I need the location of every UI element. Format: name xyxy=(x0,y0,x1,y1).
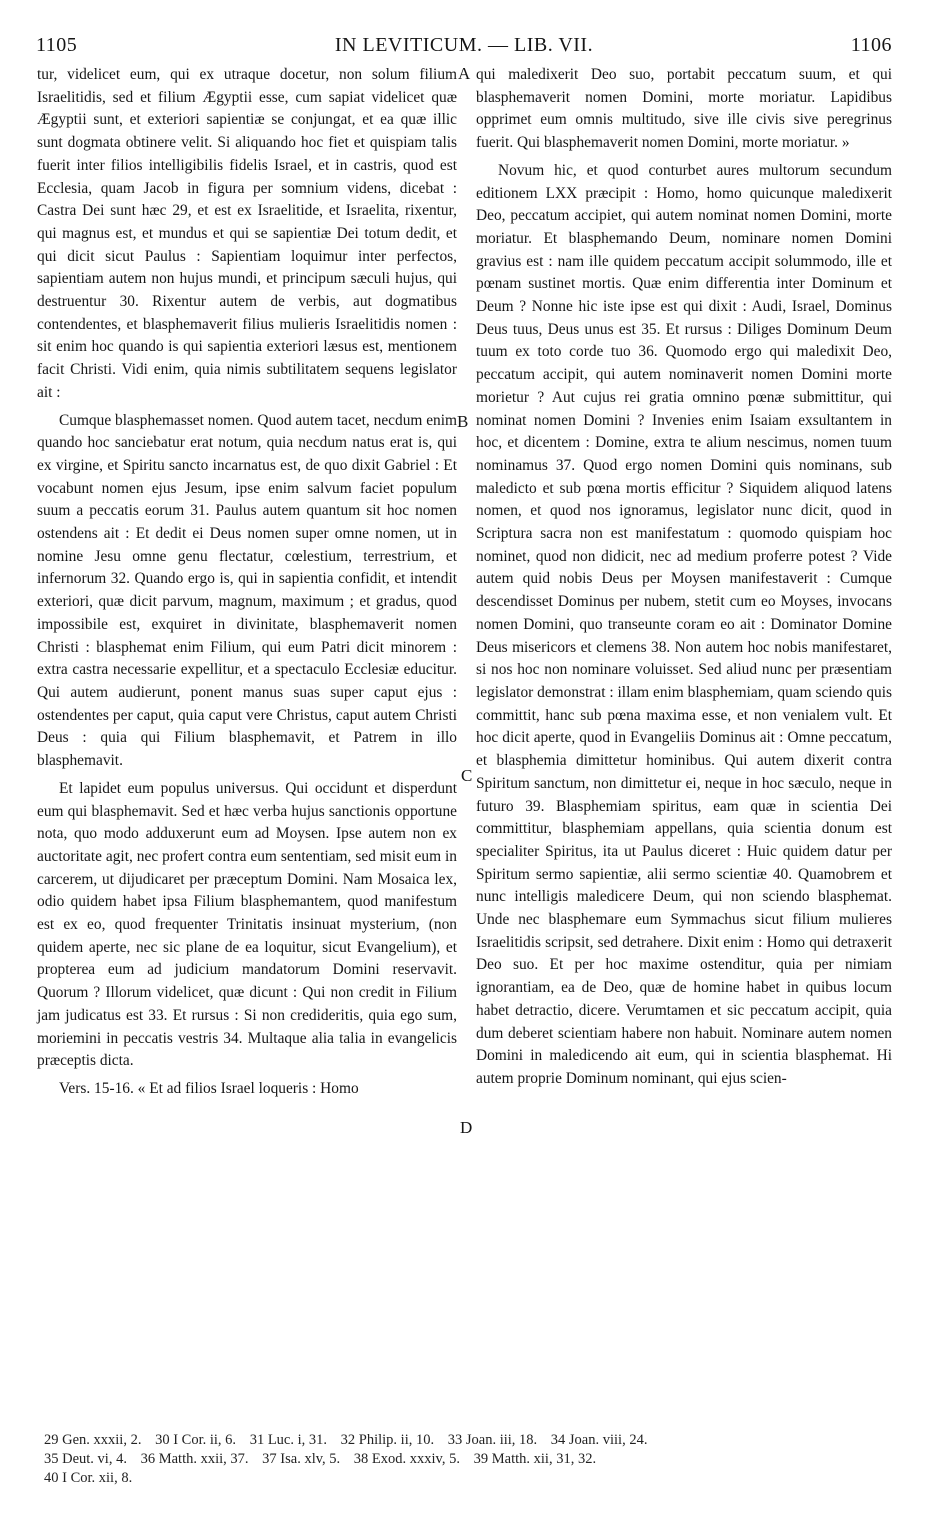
margin-marker-b: B xyxy=(457,412,469,431)
footnote-33: 33 Joan. iii, 18. xyxy=(447,1432,538,1448)
margin-marker-c: C xyxy=(461,766,473,785)
footnote-30: 30 I Cor. ii, 6. xyxy=(155,1432,237,1448)
left-paragraph-3: Et lapidet eum populus universus. Qui occidunt et disperdunt eum qui blasphemavit. Sed et hæc verba hujus sanctionis opportune nota, quo modo adduxerunt eum ad Moysen. Ipse autem non ex auctoritate agit, nec profert contra eum sententiam, sed misit eum in carcerem, ut dijudicaret per præceptum Domini. Nam Mosaica lex, odio quidem habet ipsa Filium blasphemantem, quod manifestum est ex eo, quod frequenter Trinitatis insinuat mysterium, (non quidem aperte, nec sic plane de ea loquitur, sicut Evangelium), et propterea eum ad judicium mandatorum Domini reservavit. Quorum ? Illorum videlicet, quæ dicunt : Qui non credit in Filium jam judicatus est 33. Et rursus : Si non credideritis, quia ego sum, moriemini in peccatis vestris 34. Multaque alia talia in evangelicis præceptis dicta. xyxy=(37,779,457,1070)
right-paragraph-2: Novum hic, et quod conturbet aures multorum secundum editionem LXX præcipit : Homo, homo quicunque maledixerit Deo, peccatum accipiet, qui autem nominat nomen Domini, morte moriatur. Et blasphemando Deum, nominare nomen Domini gravius est : nam ille quidem peccatum accipit solummodo, ille et pœnam sustinet mortis. Quæ enim differentia inter Dominum et Deum ? Nonne hic iste ipse est qui dixit : Audi, Israel, Dominus Deus tuus, Deus unus est 35. Et rursus : Diliges Dominum Deum tuum ex toto corde tuo 36. Quomodo ergo qui maledixit Deo, peccatum accipit, qui autem nominaverit nomen Domini morte morietur ? Aut cujus rei gratia omnino pœnæ submittitur, qui nominat nomen Domini ? Invenies enim Isaiam exsultantem in hoc, et dicentem : Domine, extra te alium nescimus, nomen tuum nominamus 37. Quod ergo nomen Domini quis nominans, sub maledicto et sub pœna mortis efficitur ? Siquidem aliquod latens nomen, et quod nos ignoramus, legislator nunc dicit, quod in Scriptura sacra non est manifestatum : quomodo quispiam hoc nominet, quod non didicit, nec ad medium proferre potest ? Vide autem quid nobis Deus per Moysen manifestaverit : Cumque descendisset Dominus per nubem, stetit cum eo Moyses, invocans nomen Domini, quo transeunte coram eo ait : Dominator Domine Deus misericors et clemens 38. Non autem hoc nobis manifestaret, si nos hoc non nominare voluisset. Sed aliud nunc per præsentiam legislator demonstrat : illam enim blasphemiam, quam sciendo quis committit, hanc sub pœna maxima esse, et non venialem vult. Et hoc dicit aperte, quod in Evangeliis Dominus ait : Omne peccatum, et blasphemia dimittetur hominibus. Qui autem dixerit contra Spiritum sanctum, non dimittetur ei, neque in hoc sæculo, neque in futuro 39. Blasphemiam spiritus, eam quæ in scientia Dei committitur, blasphemiam appellans, quia scientia donum est specialiter Spiritus, ita ut Paulus diceret : Huic quidem datur per Spiritum sermo sapientiæ, alii sermo scientiæ 40. Quamobrem et nunc intelligis maledicere Deum, qui non sciendo blasphemat. Unde nec blasphemare eum Symmachus sicut filium mulieres Israelitidis scripsit, sed detrahere. Dixit enim : Homo qui detraxerit Deo suo. Et per hoc maxime ostenditur, quia per nimiam ignorantiam, ea de Deo, quæ de homine habet in quibus locum habet detractio, dicere. Verumtamen et sic peccatum accipit, quia dum deberet scientiam habere non habuit. Nominare autem nomen Domini in maledicendo ait eum, qui in scientia blasphemat. Hi autem proprie Dominum nominant, qui ejus scien- xyxy=(476,161,892,1087)
page-number-right: 1106 xyxy=(850,34,892,56)
page-number-left: 1105 xyxy=(36,34,78,56)
footnotes xyxy=(44,1431,892,1488)
left-column xyxy=(37,64,457,1106)
footnote-29: 29 Gen. xxxii, 2. xyxy=(44,1432,142,1448)
running-title: IN LEVITICUM. — LIB. VII. xyxy=(334,34,594,56)
footnote-rule xyxy=(36,1424,892,1425)
margin-marker-d: D xyxy=(460,1118,473,1137)
right-column xyxy=(476,64,892,1096)
left-paragraph-2: Cumque blasphemasset nomen. Quod autem tacet, necdum enim quando hoc sanciebatur erat notum, quia necdum natus erat is, qui ex virgine, et Spiritu sancto incarnatus est, de quo dixit Gabriel : Et vocabunt nomen ejus Jesum, ipse enim salvum faciet populum suum a peccatis eorum 31. Paulus autem quantum sit hoc nomen ostendens ait : Et dedit ei Deus nomen super omne nomen, ut in nomine Jesu omne genu flectatur, cœlestium, terrestrium, et infernorum 32. Quando ergo is, qui in sapientia confidit, et intendit exteriori, quæ dicit parvum, magnum, maximum ; et gradus, quod impossibile est, exquiret in divinitate, blasphemaverit nomen Christi : blasphemat enim Filium, qui eum Patri dicit minorem : extra castra necessarie expellitur, et a spectaculo Ecclesiæ educitur. Qui autem audierunt, ponent manus suas super caput ejus : ostendentes per caput, quia caput vere Christus, caput autem Christi Deus : quia qui Filium blasphemavit, et Patrem in illo blasphemavit. xyxy=(37,411,457,770)
footnote-37: 37 Isa. xlv, 5. xyxy=(262,1451,341,1467)
page-header xyxy=(36,34,892,62)
footnote-40: 40 I Cor. xii, 8. xyxy=(44,1470,133,1486)
footnote-38: 38 Exod. xxxiv, 5. xyxy=(353,1451,460,1467)
footnote-32: 32 Philip. ii, 10. xyxy=(340,1432,435,1448)
footnote-36: 36 Matth. xxii, 37. xyxy=(140,1451,249,1467)
left-paragraph-1: tur, videlicet eum, qui ex utraque docetur, non solum filium Israelitidis, sed et filium Ægyptii esse, cum sapiat videlicet quæ Ægyptii sunt, et exteriori sapientiæ se conjungat, et ea quæ illic sunt dogmata obtinere velit. Si aliquando hoc fiet et quispiam talis fuerit inter filios intelligibilis fidelis Israel, et in castris, quod est Ecclesia, quam Jacob in figura per somnium videns, dicebat : Castra Dei sunt hæc 29, et est ex Israelitide, et Israelita, rixentur, qui magnus est, et mundus et qui se sapientiæ Dei totum dedit, et qui dicit sicut Paulus : Sapientiam loquimur inter perfectos, sapientiam autem non hujus mundi, et principum sæculi hujus, qui destruentur 30. Rixentur autem de verbis, aut dogmatibus contendentes, et blasphemaverit filius mulieris Israelitidis nomen : sit enim hoc quando is qui sapientia exteriori læsus est, mentionem facit Christi. Vidi enim, quia nimis subtilitatem sequens legislator ait : xyxy=(37,66,457,401)
footnote-39: 39 Matth. xii, 31, 32. xyxy=(473,1451,597,1467)
margin-marker-a: A xyxy=(458,64,471,83)
footnote-34: 34 Joan. viii, 24. xyxy=(550,1432,648,1448)
right-paragraph-1: qui maledixerit Deo suo, portabit peccatum suum, et qui blasphemaverit nomen Domini, morte moriatur. Lapidibus opprimet eum omnis multitudo, sive ille civis sive peregrinus fuerit. Qui blasphemaverit nomen Domini, morte moriatur. » xyxy=(476,66,892,152)
footnote-35: 35 Deut. vi, 4. xyxy=(44,1451,127,1467)
left-paragraph-4: Vers. 15-16. « Et ad filios Israel loqueris : Homo xyxy=(59,1079,359,1097)
footnote-31: 31 Luc. i, 31. xyxy=(249,1432,328,1448)
